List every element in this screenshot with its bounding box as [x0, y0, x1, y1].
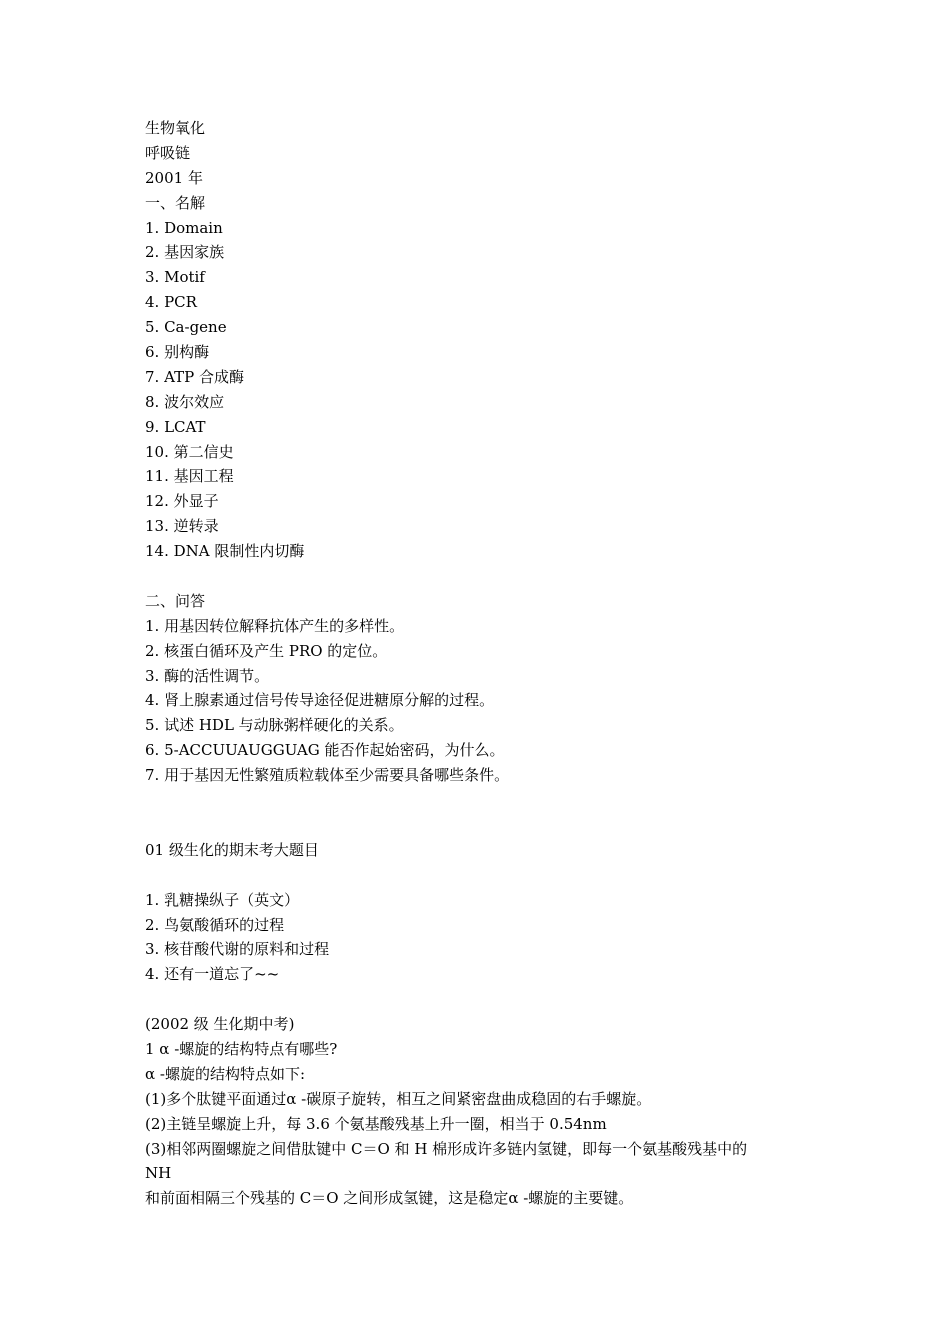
section-title-terms: 一、名解 — [145, 193, 206, 212]
answer-point: (1)多个肽键平面通过α -碳原子旋转，相互之间紧密盘曲成稳固的右手螺旋。 — [145, 1089, 652, 1108]
answer-point: NH — [145, 1164, 172, 1183]
exam-item: 3. 核苷酸代谢的原料和过程 — [145, 940, 330, 959]
answer-point: 和前面相隔三个残基的 C＝O 之间形成氢键，这是稳定α -螺旋的主要键。 — [145, 1189, 634, 1208]
document-page — [145, 116, 825, 1211]
section-title-midterm: (2002 级 生化期中考) — [145, 1015, 295, 1034]
year-heading: 2001 年 — [145, 168, 203, 187]
term-item: 11. 基因工程 — [145, 467, 234, 486]
midterm-question: 1 α -螺旋的结构特点有哪些? — [145, 1039, 338, 1058]
question-item: 3. 酶的活性调节。 — [145, 666, 270, 685]
term-item: 13. 逆转录 — [145, 517, 219, 536]
exam-item: 1. 乳糖操纵子（英文） — [145, 890, 300, 909]
blank-line — [145, 987, 825, 1012]
question-item: 5. 试述 HDL 与动脉粥样硬化的关系。 — [145, 716, 404, 735]
question-item: 4. 肾上腺素通过信号传导途径促进糖原分解的过程。 — [145, 691, 495, 710]
header-line-2: 呼吸链 — [145, 143, 191, 162]
term-item: 12. 外显子 — [145, 492, 219, 511]
question-item: 1. 用基因转位解释抗体产生的多样性。 — [145, 616, 405, 635]
term-item: 8. 波尔效应 — [145, 392, 225, 411]
term-item: 1. Domain — [145, 218, 223, 237]
question-item: 2. 核蛋白循环及产生 PRO 的定位。 — [145, 641, 388, 660]
term-item: 5. Ca-gene — [145, 318, 227, 337]
question-item: 7. 用于基因无性繁殖质粒载体至少需要具备哪些条件。 — [145, 766, 510, 785]
term-item: 14. DNA 限制性内切酶 — [145, 542, 305, 561]
section-title-questions: 二、问答 — [145, 591, 206, 610]
term-item: 4. PCR — [145, 293, 197, 312]
term-item: 10. 第二信史 — [145, 442, 234, 461]
blank-line — [145, 863, 825, 888]
question-item: 6. 5-ACCUUAUGGUAG 能否作起始密码，为什么。 — [145, 741, 505, 760]
term-item: 2. 基因家族 — [145, 243, 225, 262]
term-item: 7. ATP 合成酶 — [145, 367, 244, 386]
blank-line — [145, 564, 825, 589]
term-item: 6. 别构酶 — [145, 343, 210, 362]
exam-item: 4. 还有一道忘了~~ — [145, 965, 280, 984]
header-line-1: 生物氧化 — [145, 119, 206, 137]
exam-item: 2. 鸟氨酸循环的过程 — [145, 915, 285, 934]
answer-point: (2)主链呈螺旋上升，每 3.6 个氨基酸残基上升一圈，相当于 0.54nm — [145, 1114, 607, 1133]
term-item: 9. LCAT — [145, 417, 206, 436]
answer-point: (3)相邻两圈螺旋之间借肽键中 C＝O 和 H 棉形成许多链内氢键，即每一个氨基酸残基中的 — [145, 1139, 748, 1158]
blank-line — [145, 788, 825, 813]
answer-intro: α -螺旋的结构特点如下: — [145, 1064, 306, 1083]
blank-line — [145, 813, 825, 838]
term-item: 3. Motif — [145, 268, 205, 287]
section-title-final-exam: 01 级生化的期末考大题目 — [145, 840, 319, 859]
